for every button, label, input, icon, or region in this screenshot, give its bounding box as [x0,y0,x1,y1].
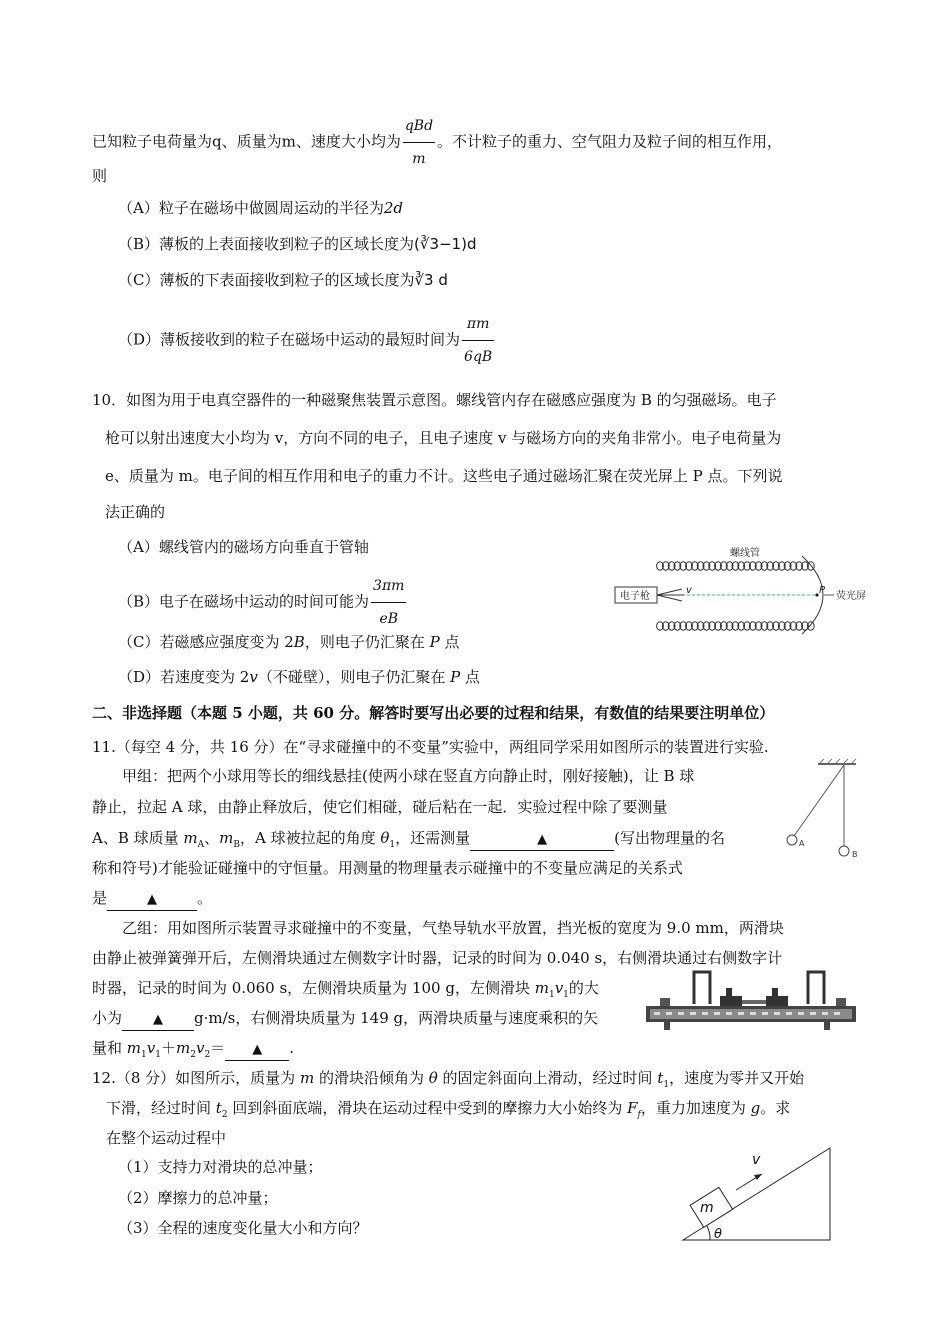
solenoid-top-coils [657,562,815,570]
solenoid-diagram [612,542,874,662]
q10-line-3: e、质量为 m。电子间的相互作用和电子的重力不计。这些电子通过磁场汇聚在荧光屏上 P 点。下列说 [105,467,783,485]
q11-b-line-1: 乙组：用如图所示装置寻求碰撞中的不变量，气垫导轨水平放置，挡光板的宽度为 9.0 mm，两滑块 [122,919,784,937]
left-foot [664,1022,670,1030]
q9-stem-end: 则 [92,167,108,185]
q9-option-d: （D）薄板接收到的粒子在磁场中运动的最短时间为 $\frac{\pi m}{6qB}$ [118,310,496,371]
q9-option-c: （C）薄板的下表面接收到粒子的区域长度为∛3 d [118,271,448,289]
left-photogate [694,972,710,1004]
q11-a-line-3: A、B 球质量 $m_A$、$m_B$，A 球被拉起的角度 $\theta_1$，还需测量 ▲ (写出物理量的名 [92,829,726,850]
q9-option-b: （B）薄板的上表面接收到粒子的区域长度为(∛3−1)d [118,235,477,253]
velocity-label: v [752,1152,761,1168]
q12-line-3: 在整个运动过程中 [106,1129,227,1147]
time-fraction: $\frac{3\pi m}{eB}$ [371,572,406,633]
right-slider [766,996,788,1006]
q11-a-line-5: 是 ▲ 。 [92,888,212,911]
left-end-block [660,998,670,1006]
answer-blank-2[interactable]: ▲ [107,888,197,911]
mass-label: m [700,1200,714,1216]
answer-blank-3[interactable]: ▲ [122,1008,194,1031]
right-photogate [808,972,824,1004]
q11-a-line-2: 静止，拉起 A 球，由静止释放后，使它们相碰，碰后粘在一起．实验过程中除了要测量 [92,798,668,816]
min-time-fraction: $\frac{\pi m}{6qB}$ [462,310,494,371]
electron-gun-label: 电子枪 [620,591,650,602]
q12-sub-3: （3）全程的速度变化量大小和方向？ [118,1219,368,1237]
q10-option-d: （D）若速度变为 2v（不碰壁），则电子仍汇聚在 P 点 [118,668,481,686]
right-foot [824,1022,830,1030]
solenoid-label: 螺线管 [730,548,760,559]
incline-diagram [678,1140,838,1245]
q11-b-line-3: 时器，记录的时间为 0.060 s，左侧滑块质量为 100 g，左侧滑块 $m_1v_1$的大 [92,979,599,1000]
q11-b-line-4: 小为 ▲ g·m/s，右侧滑块质量为 149 g，两滑块质量与速度乘积的矢 [92,1008,598,1031]
ball-b-label: B [852,850,858,859]
solenoid-bottom-coils [657,622,815,630]
right-end-block [836,998,846,1006]
string-a [794,765,844,836]
velocity-arrow-up [657,589,682,595]
velocity-arrowhead [754,1174,762,1180]
q11-b-line-5: 量和 $m_1v_1+m_2v_2=$ ▲ . [92,1039,294,1060]
ball-a [787,835,797,845]
q12-line-2: 下滑，经过时间 $t_2$ 回到斜面底端，滑块在运动过程中受到的摩擦力大小始终为 $F_f$，重力加速度为 g。求 [106,1099,791,1120]
q11-a-line-4: 称和符号)才能验证碰撞中的守恒量。用测量的物理量表示碰撞中的不变量应满足的关系式 [92,859,683,877]
ball-b [839,846,849,856]
q9-option-a: （A）粒子在磁场中做圆周运动的半径为2d [118,199,403,217]
q12-line-1: 12.（8 分）如图所示，质量为 m 的滑块沿倾角为 θ 的固定斜面向上滑动，经过时间 $t_1$，速度为零并又开始 [92,1069,805,1090]
left-slider [720,996,742,1006]
velocity-label: v [686,585,692,596]
q9-stem: 已知粒子电荷量为q、质量为m、速度大小均为 $\frac{\text{qBd}}{m}$ 。不计粒子的重力、空气阻力及粒子间的相互作用， [92,112,782,173]
right-shutter [772,988,778,996]
angle-arc [707,1226,710,1240]
q10-line-1: 10．如图为用于电真空器件的一种磁聚焦装置示意图。螺线管内存在磁感应强度为 B 的匀强磁场。电子 [92,391,777,409]
q12-sub-1: （1）支持力对滑块的总冲量； [118,1158,323,1176]
q10-option-b: （B）电子在磁场中运动的时间可能为 $\frac{3\pi m}{eB}$ [118,572,408,633]
ball-a-label: A [799,839,805,848]
q11-line-1: 11.（每空 4 分，共 16 分）在“寻求碰撞中的不变量”实验中，两组同学采用如图所示的装置进行实验. [92,738,769,756]
q10-option-a: （A）螺线管内的磁场方向垂直于管轴 [118,538,369,556]
q10-line-2: 枪可以射出速度大小均为 v，方向不同的电子，且电子速度 v 与磁场方向的夹角非常小。电子电荷量为 [105,429,782,447]
q12-sub-2: （2）摩擦力的总冲量； [118,1189,278,1207]
answer-blank-1[interactable]: ▲ [470,828,614,851]
point-p-label: P [819,585,826,596]
air-track-diagram [640,966,862,1038]
pendulum-diagram [778,758,870,863]
q10-option-c: （C）若磁感应强度变为 2B，则电子仍汇聚在 P 点 [118,633,460,651]
section-2-heading: 二、非选择题（本题 5 小题，共 60 分。解答时要写出必要的过程和结果，有数值的结果要注明单位） [92,704,775,722]
q11-a-line-1: 甲组：把两个小球用等长的细线悬挂(使两小球在竖直方向静止时，刚好接触)，让 B 球 [122,767,695,785]
speed-fraction: $\frac{\text{qBd}}{m}$ [403,112,435,173]
angle-label: θ [714,1227,722,1242]
spring [742,1000,766,1004]
velocity-arrow-down [657,595,682,601]
left-shutter [726,988,732,996]
q11-b-line-2: 由静止被弹簧弹开后，左侧滑块通过左侧数字计时器，记录的时间为 0.040 s，右侧滑块通过右侧数字计 [92,949,783,967]
answer-blank-4[interactable]: ▲ [225,1038,289,1061]
q10-line-4: 法正确的 [105,503,166,521]
ceiling-hatch [820,759,856,763]
screen-label: 荧光屏 [836,591,866,602]
